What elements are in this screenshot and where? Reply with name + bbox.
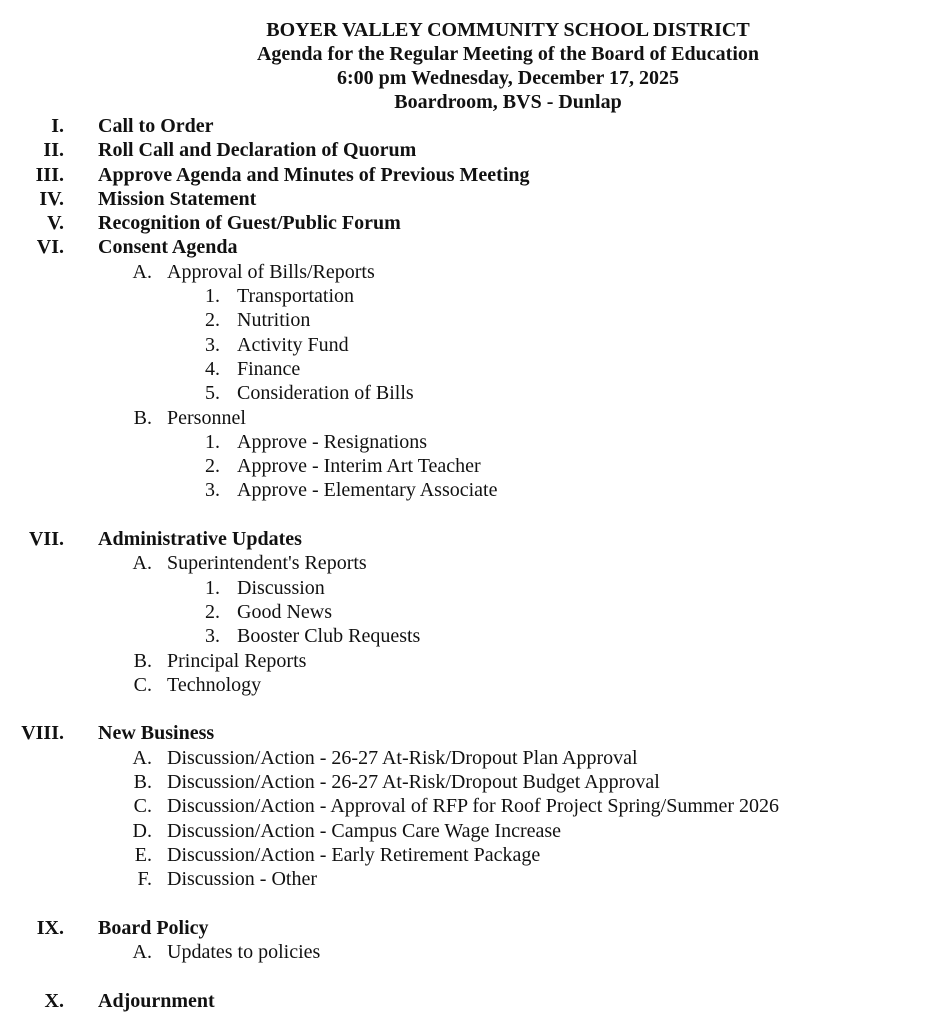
agenda-section	[0, 138, 930, 162]
agenda-item	[0, 940, 930, 964]
agenda-item	[0, 649, 930, 673]
section-title: Board Policy	[98, 916, 209, 939]
section-title: New Business	[98, 722, 215, 745]
subitem-text: Activity Fund	[237, 333, 349, 356]
item-text: Discussion/Action - Campus Care Wage Increase	[167, 819, 562, 842]
section-title: Administrative Updates	[98, 528, 302, 551]
agenda-item	[0, 843, 930, 867]
section-numeral: X.	[44, 989, 64, 1012]
item-letter: B.	[133, 771, 152, 794]
agenda-item	[0, 794, 930, 818]
agenda-subitem	[0, 478, 930, 502]
item-text: Updates to policies	[167, 941, 321, 964]
agenda-item	[0, 770, 930, 794]
agenda-subitem	[0, 624, 930, 648]
section-title: Adjournment	[98, 989, 215, 1012]
subitem-text: Finance	[237, 357, 301, 380]
item-text: Principal Reports	[167, 649, 307, 672]
subitem-number: 3.	[205, 479, 220, 502]
agenda-subitem	[0, 284, 930, 308]
item-text: Personnel	[167, 406, 246, 429]
section-title: Recognition of Guest/Public Forum	[98, 212, 401, 235]
subitem-text: Approve - Elementary Associate	[237, 479, 498, 502]
agenda-section	[0, 916, 930, 940]
item-letter: A.	[132, 260, 152, 283]
agenda-item	[0, 551, 930, 575]
agenda-subitem	[0, 308, 930, 332]
subitem-number: 2.	[205, 455, 220, 478]
agenda-section	[0, 211, 930, 235]
subitem-text: Transportation	[237, 285, 355, 308]
subitem-text: Approve - Resignations	[237, 430, 427, 453]
item-letter: A.	[132, 552, 152, 575]
subitem-text: Approve - Interim Art Teacher	[237, 455, 481, 478]
agenda-section	[0, 989, 930, 1013]
agenda-section	[0, 163, 930, 187]
item-letter: A.	[132, 746, 152, 769]
section-title: Roll Call and Declaration of Quorum	[98, 139, 417, 162]
item-text: Discussion/Action - Approval of RFP for Roof Project Spring/Summer 2026	[167, 795, 780, 818]
item-letter: D.	[132, 819, 152, 842]
subitem-text: Nutrition	[237, 309, 311, 332]
section-numeral: VII.	[28, 528, 64, 551]
agenda-subitem	[0, 357, 930, 381]
meeting-location: Boardroom, BVS - Dunlap	[394, 91, 622, 113]
agenda-item	[0, 819, 930, 843]
item-letter: B.	[133, 649, 152, 672]
item-letter: B.	[133, 406, 152, 429]
section-title: Approve Agenda and Minutes of Previous Meeting	[98, 163, 530, 186]
section-title: Mission Statement	[98, 187, 257, 210]
subitem-number: 2.	[205, 600, 220, 623]
subitem-number: 2.	[205, 309, 220, 332]
subitem-number: 4.	[205, 357, 220, 380]
agenda-subitem	[0, 600, 930, 624]
item-letter: A.	[132, 941, 152, 964]
section-numeral: II.	[43, 139, 64, 162]
agenda-subitem	[0, 430, 930, 454]
agenda-section	[0, 527, 930, 551]
section-numeral: III.	[35, 163, 64, 186]
agenda-subitem	[0, 333, 930, 357]
subitem-number: 1.	[205, 576, 220, 599]
agenda-item	[0, 260, 930, 284]
subitem-text: Booster Club Requests	[237, 625, 421, 648]
agenda-section	[0, 235, 930, 259]
subitem-number: 3.	[205, 625, 220, 648]
section-title: Consent Agenda	[98, 236, 238, 259]
agenda-item	[0, 673, 930, 697]
section-title: Call to Order	[98, 115, 214, 137]
item-text: Discussion/Action - 26-27 At-Risk/Dropout Plan Approval	[167, 746, 638, 769]
section-numeral: IV.	[39, 187, 64, 210]
agenda-section	[0, 187, 930, 211]
item-letter: C.	[133, 673, 152, 696]
subitem-text: Consideration of Bills	[237, 382, 414, 405]
subitem-number: 1.	[205, 430, 220, 453]
agenda-section	[0, 114, 930, 138]
agenda-subitem	[0, 454, 930, 478]
item-text: Discussion - Other	[167, 868, 317, 891]
agenda-item	[0, 746, 930, 770]
agenda-subitem	[0, 576, 930, 600]
subitem-number: 5.	[205, 382, 220, 405]
agenda-list	[0, 114, 930, 1013]
agenda-subitem	[0, 381, 930, 405]
item-letter: C.	[133, 795, 152, 818]
agenda-section	[0, 721, 930, 745]
item-letter: E.	[134, 843, 152, 866]
section-numeral: VI.	[36, 236, 64, 259]
item-text: Technology	[167, 673, 262, 696]
meeting-datetime: 6:00 pm Wednesday, December 17, 2025	[336, 67, 680, 89]
subitem-number: 1.	[205, 285, 220, 308]
agenda-header	[0, 18, 930, 114]
meeting-title: Agenda for the Regular Meeting of the Board of Education	[256, 43, 759, 65]
agenda-item	[0, 867, 930, 891]
section-numeral: I.	[51, 115, 64, 137]
subitem-text: Discussion	[237, 576, 325, 599]
item-text: Approval of Bills/Reports	[167, 260, 375, 283]
agenda-item	[0, 406, 930, 430]
section-numeral: IX.	[36, 916, 64, 939]
item-text: Superintendent's Reports	[167, 552, 367, 575]
section-numeral: VIII.	[21, 722, 64, 745]
subitem-number: 3.	[205, 333, 220, 356]
section-numeral: V.	[47, 212, 64, 235]
subitem-text: Good News	[237, 600, 332, 623]
item-letter: F.	[137, 868, 152, 891]
item-text: Discussion/Action - 26-27 At-Risk/Dropout Budget Approval	[167, 771, 660, 794]
item-text: Discussion/Action - Early Retirement Package	[167, 843, 541, 866]
district-name: BOYER VALLEY COMMUNITY SCHOOL DISTRICT	[266, 19, 750, 41]
